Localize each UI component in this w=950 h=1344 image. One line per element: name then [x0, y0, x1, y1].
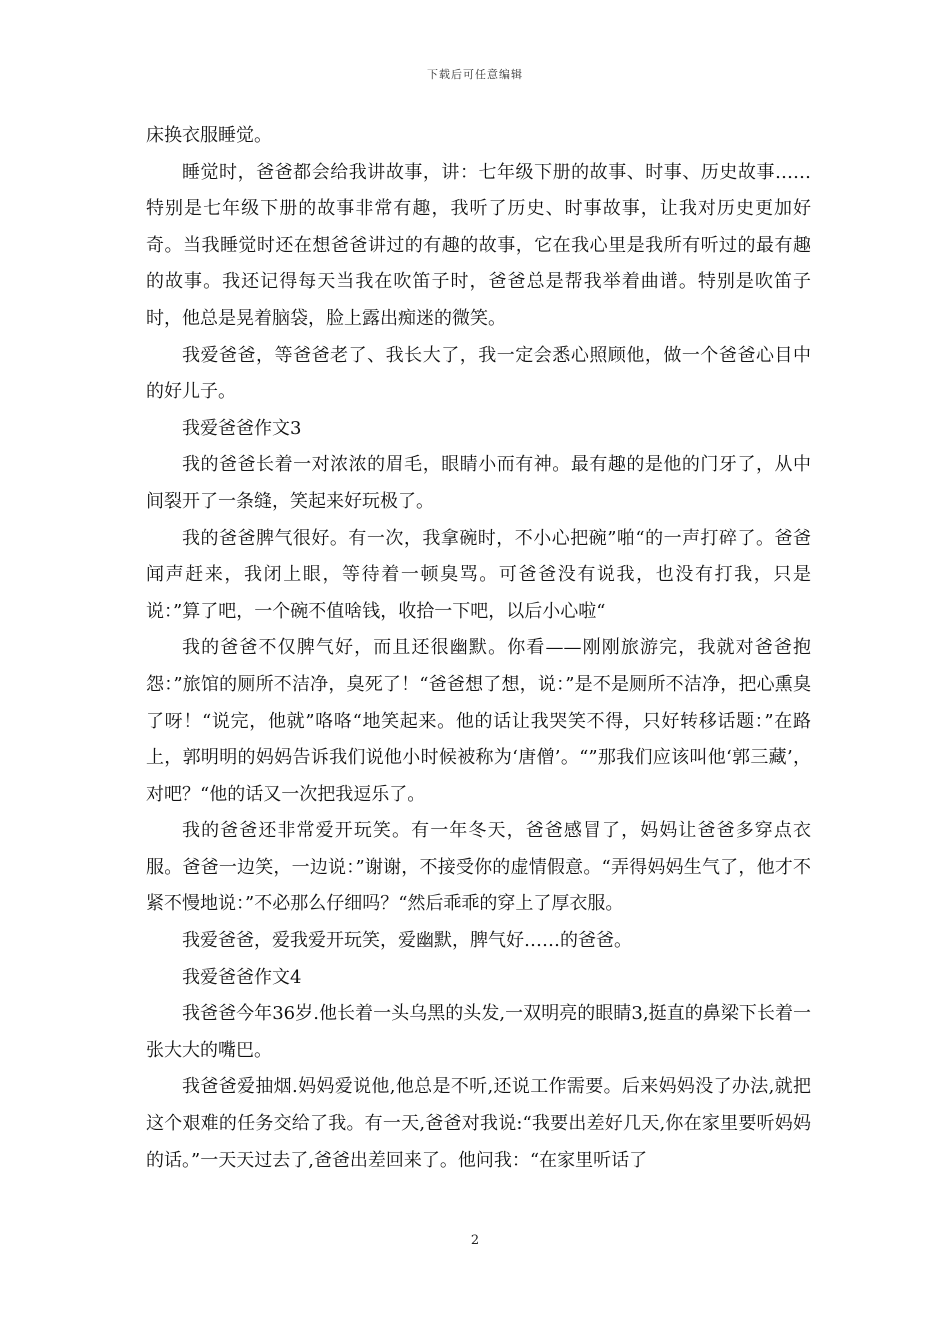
paragraph: 我的爸爸长着一对浓浓的眉毛，眼睛小而有神。最有趣的是他的门牙了，从中间裂开了一条缝，笑起来好玩极了。	[146, 454, 811, 512]
page-header: 下载后可任意编辑	[427, 68, 523, 81]
document-body	[146, 118, 811, 1179]
essay-heading: 我爱爸爸作文4	[182, 966, 302, 988]
paragraph: 我爱爸爸，爱我爱开玩笑，爱幽默，脾气好……的爸爸。	[182, 930, 632, 952]
paragraph: 我的爸爸脾气很好。有一次，我拿碗时，不小心把碗”啪“的一声打碎了。爸爸闻声赶来，我闭上眼，等待着一顿臭骂。可爸爸没有说我，也没有打我，只是说：”算了吧，一个碗不值啥钱，收拾一下吧，以后小心啦“	[146, 527, 811, 622]
essay-heading: 我爱爸爸作文3	[182, 417, 302, 439]
paragraph-continuation: 床换衣服睡觉。	[146, 125, 272, 146]
paragraph: 我爸爸今年36岁.他长着一头乌黑的头发,一双明亮的眼睛3,挺直的鼻梁下长着一张大大的嘴巴。	[146, 1003, 811, 1061]
paragraph: 我爱爸爸，等爸爸老了、我长大了，我一定会悉心照顾他，做一个爸爸心目中的好儿子。	[146, 344, 811, 403]
paragraph: 我爸爸爱抽烟.妈妈爱说他,他总是不听,还说工作需要。后来妈妈没了办法,就把这个艰难的任务交给了我。有一天,爸爸对我说:“我要出差好几天,你在家里要听妈妈的话。”一天天过去了,爸爸出差回来了。他问我：“在家里听话了	[146, 1076, 811, 1171]
paragraph: 我的爸爸还非常爱开玩笑。有一年冬天，爸爸感冒了，妈妈让爸爸多穿点衣服。爸爸一边笑，一边说：”谢谢，不接受你的虚情假意。“弄得妈妈生气了，他才不紧不慢地说：”不必那么仔细吗？“然后乖乖的穿上了厚衣服。	[146, 820, 811, 915]
paragraph: 我的爸爸不仅脾气好，而且还很幽默。你看——刚刚旅游完，我就对爸爸抱怨：”旅馆的厕所不洁净，臭死了！“爸爸想了想，说：”是不是厕所不洁净，把心熏臭了呀！“说完，他就”咯咯“地笑起来。他的话让我哭笑不得，只好转移话题：”在路上，郭明明的妈妈告诉我们说他小时候被称为‘唐僧’。“”那我们应该叫他‘郭三藏’，对吧？“他的话又一次把我逗乐了。	[146, 637, 811, 805]
page-number: 2	[470, 1233, 480, 1248]
paragraph: 睡觉时，爸爸都会给我讲故事，讲：七年级下册的故事、时事、历史故事……特别是七年级下册的故事非常有趣，我听了历史、时事故事，让我对历史更加好奇。当我睡觉时还在想爸爸讲过的有趣的故事，它在我心里是我所有听过的最有趣的故事。我还记得每天当我在吹笛子时，爸爸总是帮我举着曲谱。特别是吹笛子时，他总是晃着脑袋，脸上露出痴迷的微笑。	[146, 161, 811, 329]
